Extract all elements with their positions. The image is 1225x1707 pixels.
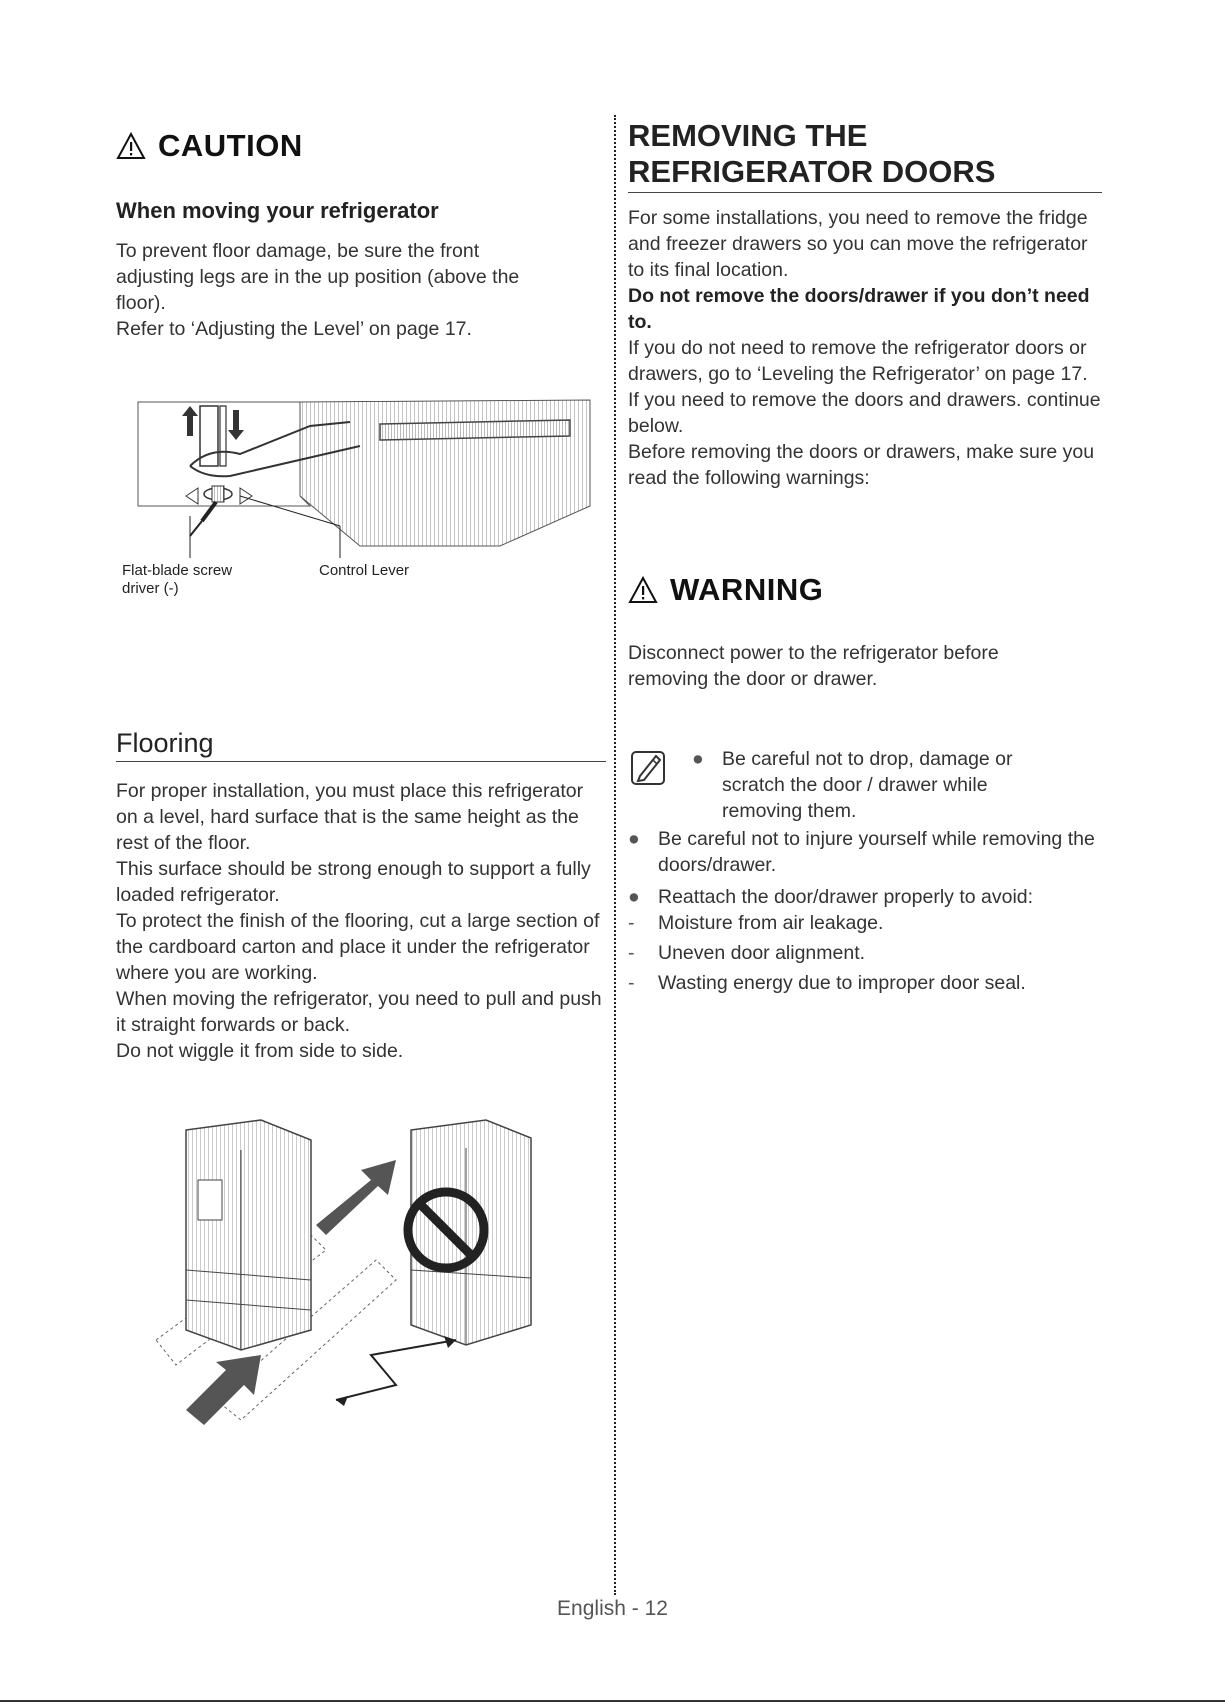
bullet-dot-icon: ●	[628, 828, 640, 850]
warning-paragraph: Disconnect power to the refrigerator before removing the door or drawer.	[628, 642, 999, 690]
control-lever-caption: Control Lever	[319, 562, 410, 579]
moving-refrigerator-illustration	[156, 1110, 586, 1430]
dash-item	[628, 970, 1102, 996]
caution-heading	[116, 128, 303, 164]
dash-item	[628, 940, 1102, 966]
warning-triangle-icon	[628, 576, 658, 604]
note-bullet-text: Be careful not to drop, damage or scratch the door / drawer while removing them.	[722, 748, 1013, 822]
note-block	[628, 746, 1062, 824]
note-pencil-icon	[628, 746, 670, 790]
removing-paragraph-2: If you do not need to remove the refrigerator doors or drawers, go to ‘Leveling the Refrigerator’ on page 17. If you need to remove the doors and drawers. continue below.	[628, 337, 1101, 437]
note-bullet-item	[692, 746, 1062, 824]
warning-heading	[628, 572, 823, 608]
removing-body	[628, 205, 1102, 491]
removing-paragraph-3: Before removing the doors or drawers, make sure you read the following warnings:	[628, 441, 1095, 489]
dash-marker: -	[628, 912, 635, 934]
column-divider	[614, 115, 616, 1595]
warning-triangle-icon	[116, 132, 146, 160]
dash-item	[628, 910, 1102, 936]
dash-marker: -	[628, 942, 635, 964]
bullet-item	[628, 884, 1102, 910]
adjusting-leg-illustration	[130, 396, 600, 561]
warning-text	[628, 640, 1058, 692]
moving-subheading: When moving your refrigerator	[116, 198, 439, 223]
bullet-text: Reattach the door/drawer properly to avoid:	[658, 886, 1034, 908]
flooring-paragraph-3: To protect the finish of the flooring, cut a large section of the cardboard carton and place it under the refrigerator where you are working.	[116, 910, 600, 984]
dash-marker: -	[628, 972, 635, 994]
caution-title: CAUTION	[158, 128, 303, 163]
removing-paragraph-1: For some installations, you need to remove the fridge and freezer drawers so you can move the refrigerator to its final location.	[628, 207, 1088, 281]
flooring-body	[116, 778, 606, 1064]
removing-doors-heading: REMOVING THE REFRIGERATOR DOORS	[628, 118, 1102, 193]
warning-list	[628, 826, 1102, 996]
bullet-text: Be careful not to injure yourself while removing the doors/drawer.	[658, 828, 1095, 876]
flooring-paragraph-5: Do not wiggle it from side to side.	[116, 1040, 404, 1062]
dash-text: Moisture from air leakage.	[658, 912, 884, 934]
caution-body	[116, 238, 536, 342]
bullet-dot-icon: ●	[628, 886, 640, 908]
page-footer: English - 12	[557, 1597, 668, 1620]
flooring-paragraph-4: When moving the refrigerator, you need to pull and push it straight forwards or back.	[116, 988, 602, 1036]
caution-paragraph: To prevent floor damage, be sure the front adjusting legs are in the up position (above the floor).	[116, 240, 520, 314]
bottom-rule	[0, 1700, 1225, 1702]
caution-reference: Refer to ‘Adjusting the Level’ on page 17.	[116, 318, 472, 340]
warning-title: WARNING	[670, 572, 824, 607]
dash-text: Wasting energy due to improper door seal.	[658, 972, 1026, 994]
flooring-heading: Flooring	[116, 728, 606, 762]
bullet-dot-icon: ●	[692, 748, 704, 770]
removing-bold-notice: Do not remove the doors/drawer if you don’t need to.	[628, 285, 1090, 333]
flooring-paragraph-1: For proper installation, you must place this refrigerator on a level, hard surface that is the same height as the rest of the floor.	[116, 780, 584, 854]
bullet-item	[628, 826, 1102, 878]
flooring-paragraph-2: This surface should be strong enough to support a fully loaded refrigerator.	[116, 858, 591, 906]
dash-text: Uneven door alignment.	[658, 942, 866, 964]
screwdriver-caption: Flat-blade screw driver (-)	[122, 562, 233, 597]
